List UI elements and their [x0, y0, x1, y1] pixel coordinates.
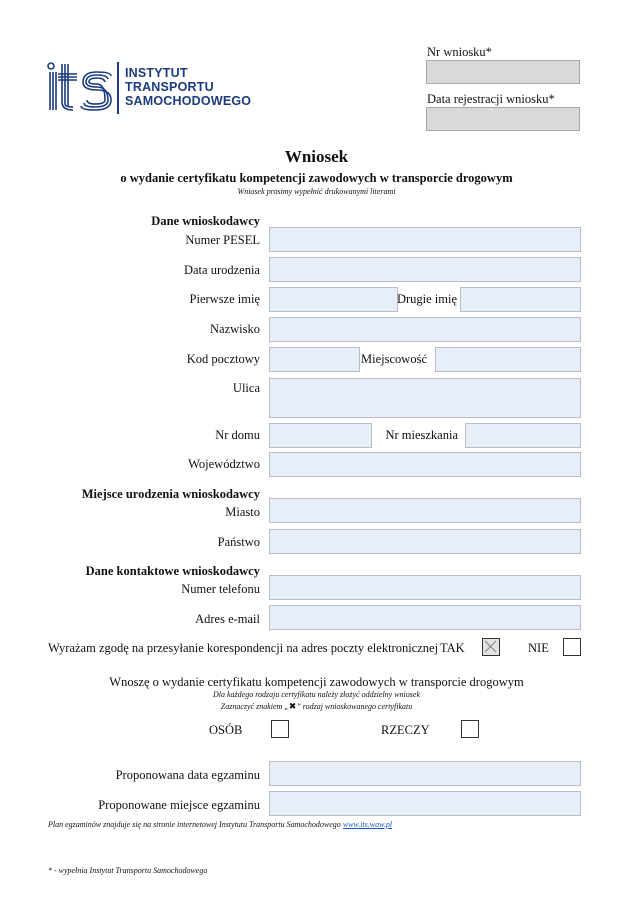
city-field[interactable] — [435, 347, 581, 372]
birth-city-field[interactable] — [269, 498, 581, 523]
registration-date-field[interactable] — [426, 107, 580, 131]
application-number-field[interactable] — [426, 60, 580, 84]
consent-yes-checkbox[interactable] — [482, 638, 500, 656]
flat-number-label: Nr mieszkania — [385, 428, 458, 442]
request-note-mark — [0, 702, 633, 712]
street-label: Ulica — [232, 381, 260, 395]
city-label: Miejscowość — [361, 352, 427, 366]
phone-field[interactable] — [269, 575, 581, 600]
flat-number-field[interactable] — [465, 423, 581, 448]
birth-country-field[interactable] — [269, 529, 581, 554]
logo-text — [125, 66, 251, 108]
x-mark-icon: ✖ — [288, 702, 297, 712]
first-name-label: Pierwsze imię — [189, 292, 260, 306]
exam-plan-note — [48, 820, 392, 829]
pesel-field[interactable] — [269, 227, 581, 252]
consent-no-checkbox[interactable] — [563, 638, 581, 656]
birth-date-label: Data urodzenia — [183, 263, 260, 277]
second-name-field[interactable] — [460, 287, 581, 312]
logo-line-2: TRANSPORTU — [125, 80, 214, 94]
surname-field[interactable] — [269, 317, 581, 342]
form-note: Wniosek prosimy wypełnić drukowanymi literami — [237, 187, 396, 196]
goods-label: RZECZY — [381, 723, 430, 737]
persons-label: OSÓB — [209, 723, 243, 737]
its-logo-mark — [47, 62, 115, 114]
its-website-link[interactable]: www.its.waw.pl — [342, 820, 393, 829]
voivodeship-label: Województwo — [188, 457, 260, 471]
second-name-label: Drugie imię — [396, 292, 457, 306]
request-note-mark-pre: Zaznaczyć znakiem „ — [220, 702, 289, 711]
birth-date-field[interactable] — [269, 257, 581, 282]
exam-place-field[interactable] — [269, 791, 581, 816]
phone-label: Numer telefonu — [181, 582, 260, 596]
logo-divider — [117, 62, 119, 114]
logo-line-1: INSTYTUT — [125, 66, 188, 80]
exam-date-field[interactable] — [269, 761, 581, 786]
exam-plan-note-text: Plan egzaminów znajduje się na stronie internetowej Instytutu Transportu Samochodowego — [48, 820, 341, 829]
application-number-label: Nr wniosku* — [427, 45, 492, 59]
request-note-mark-post: ” rodzaj wnioskowanego certyfikatu — [296, 702, 413, 711]
first-name-field[interactable] — [269, 287, 398, 312]
request-text: Wnoszę o wydanie certyfikatu kompetencji zawodowych w transporcie drogowym — [109, 675, 524, 689]
postal-code-field[interactable] — [269, 347, 360, 372]
footer-note: * - wypełnia Instytut Transportu Samochodowego — [48, 866, 208, 875]
voivodeship-field[interactable] — [269, 452, 581, 477]
house-number-label: Nr domu — [215, 428, 260, 442]
request-note-separate: Dla każdego rodzaju certyfikatu należy złożyć oddzielny wniosek — [213, 690, 420, 699]
exam-place-label: Proponowane miejsce egzaminu — [98, 798, 260, 812]
email-label: Adres e-mail — [195, 612, 260, 626]
surname-label: Nazwisko — [210, 322, 260, 336]
birth-country-label: Państwo — [217, 535, 260, 549]
postal-code-label: Kod pocztowy — [186, 352, 260, 366]
pesel-label: Numer PESEL — [185, 233, 260, 247]
consent-yes-label: TAK — [440, 641, 465, 655]
applicant-section-heading: Dane wnioskodawcy — [151, 214, 260, 228]
consent-no-label: NIE — [528, 641, 549, 655]
registration-date-label: Data rejestracji wniosku* — [427, 92, 555, 106]
email-consent-text: Wyrażam zgodę na przesyłanie korespondencji na adres poczty elektronicznej — [48, 641, 439, 655]
goods-checkbox[interactable] — [461, 720, 479, 738]
birthplace-section-heading: Miejsce urodzenia wnioskodawcy — [81, 487, 260, 501]
street-field[interactable] — [269, 378, 581, 418]
its-logo — [47, 62, 257, 114]
persons-checkbox[interactable] — [271, 720, 289, 738]
contact-section-heading: Dane kontaktowe wnioskodawcy — [85, 564, 260, 578]
logo-line-3: SAMOCHODOWEGO — [125, 94, 252, 108]
form-title: Wniosek — [284, 147, 349, 166]
exam-date-label: Proponowana data egzaminu — [115, 768, 260, 782]
form-subtitle: o wydanie certyfikatu kompetencji zawodowych w transporcie drogowym — [120, 171, 513, 185]
email-field[interactable] — [269, 605, 581, 630]
checkmark-x-icon — [483, 639, 498, 654]
birth-city-label: Miasto — [225, 505, 260, 519]
house-number-field[interactable] — [269, 423, 372, 448]
